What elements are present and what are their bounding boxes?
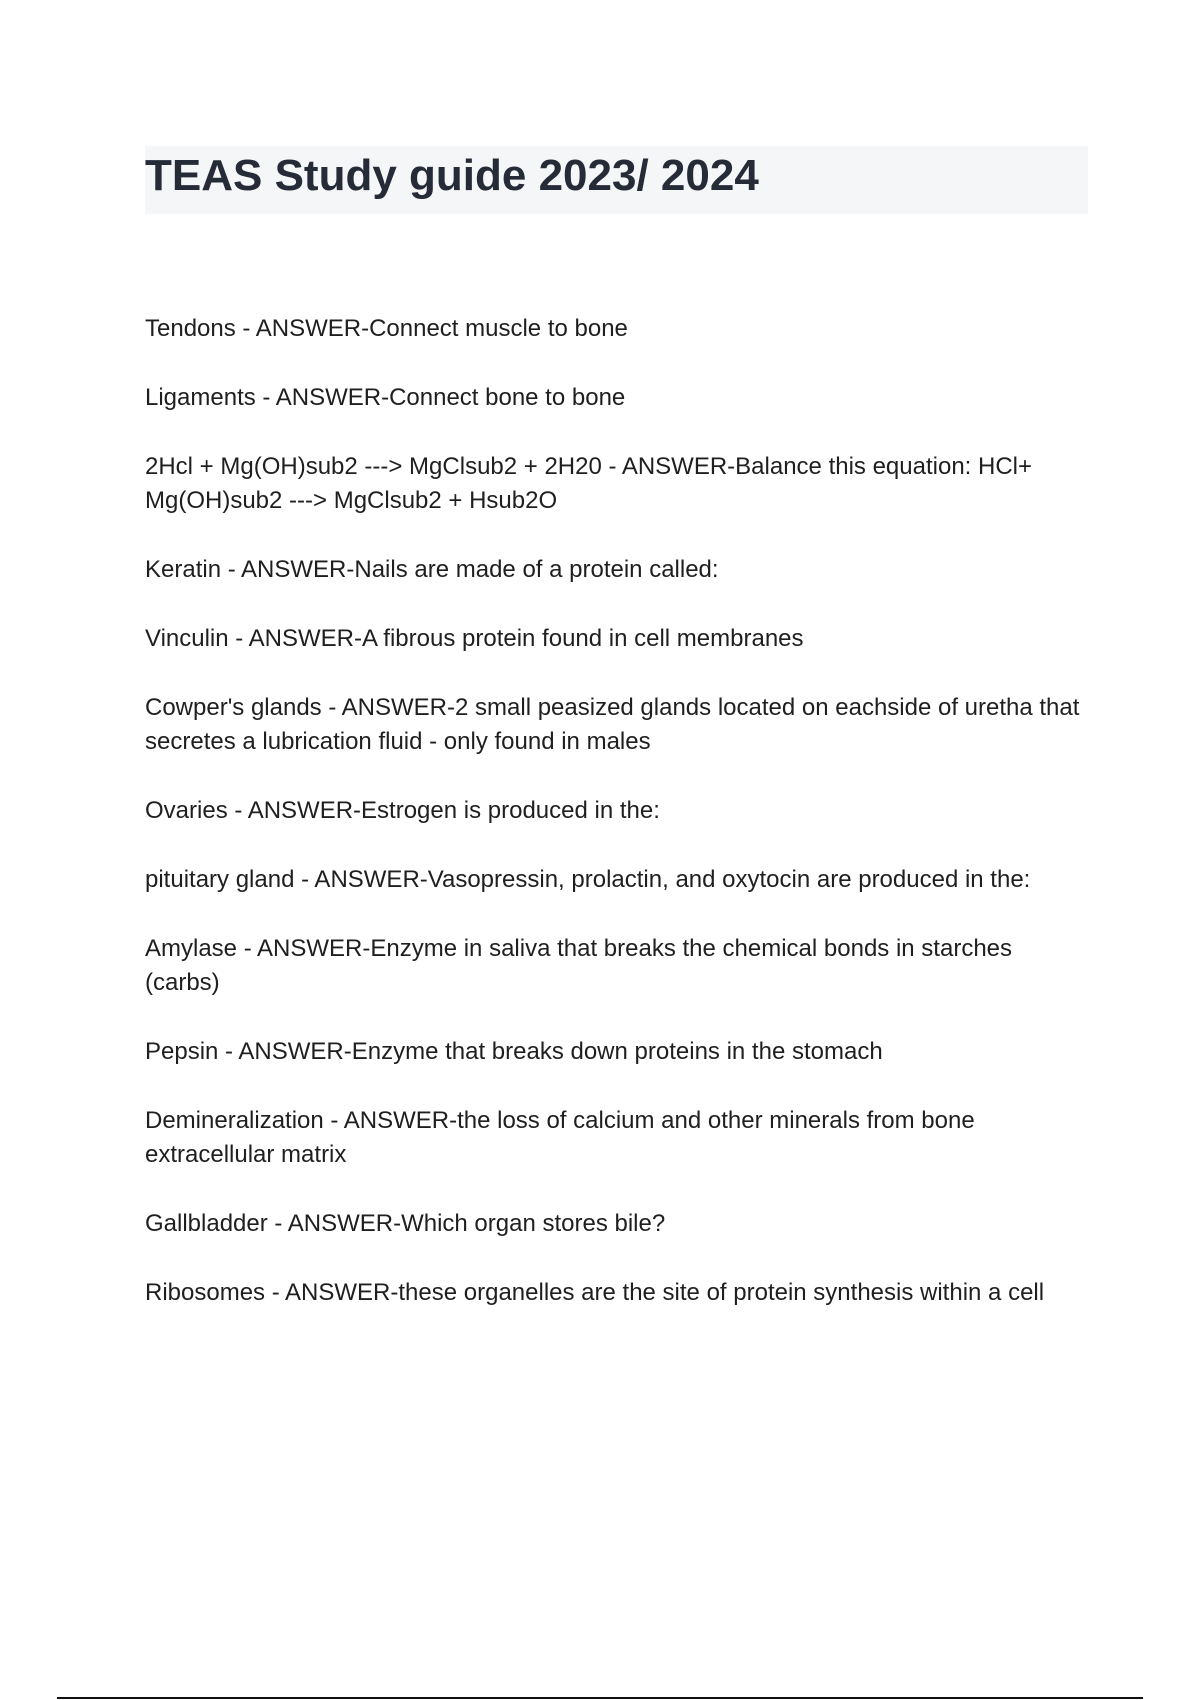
qa-item-pepsin: Pepsin - ANSWER-Enzyme that breaks down proteins in the stomach [145,1038,883,1065]
page-title: TEAS Study guide 2023/ 2024 [145,151,759,200]
qa-item-tendons: Tendons - ANSWER-Connect muscle to bone [145,315,628,342]
footer-rule [57,1697,1143,1699]
qa-item-ovaries: Ovaries - ANSWER-Estrogen is produced in the: [145,797,660,824]
qa-item-keratin: Keratin - ANSWER-Nails are made of a protein called: [145,556,719,583]
qa-item-gallbladder: Gallbladder - ANSWER-Which organ stores bile? [145,1210,666,1237]
qa-list [145,312,1090,1345]
title-band [145,146,1088,214]
qa-item-cowpers-glands: Cowper's glands - ANSWER-2 small peasized glands located on eachside of uretha that secretes a lubrication fluid - only found in males [145,694,1080,755]
qa-item-ribosomes: Ribosomes - ANSWER-these organelles are the site of protein synthesis within a cell [145,1279,1045,1306]
qa-item-demineralization: Demineralization - ANSWER-the loss of calcium and other minerals from bone extracellular matrix [145,1107,975,1168]
qa-item-amylase: Amylase - ANSWER-Enzyme in saliva that breaks the chemical bonds in starches (carbs) [145,935,1013,996]
qa-item-vinculin: Vinculin - ANSWER-A fibrous protein found in cell membranes [145,625,804,652]
qa-item-pituitary-gland: pituitary gland - ANSWER-Vasopressin, prolactin, and oxytocin are produced in the: [145,866,1031,893]
qa-item-ligaments: Ligaments - ANSWER-Connect bone to bone [145,384,626,411]
qa-item-equation: 2Hcl + Mg(OH)sub2 ---> MgClsub2 + 2H20 - ANSWER-Balance this equation: HCl+ Mg(OH)sub2 ---> MgClsub2 + Hsub2O [145,453,1033,514]
